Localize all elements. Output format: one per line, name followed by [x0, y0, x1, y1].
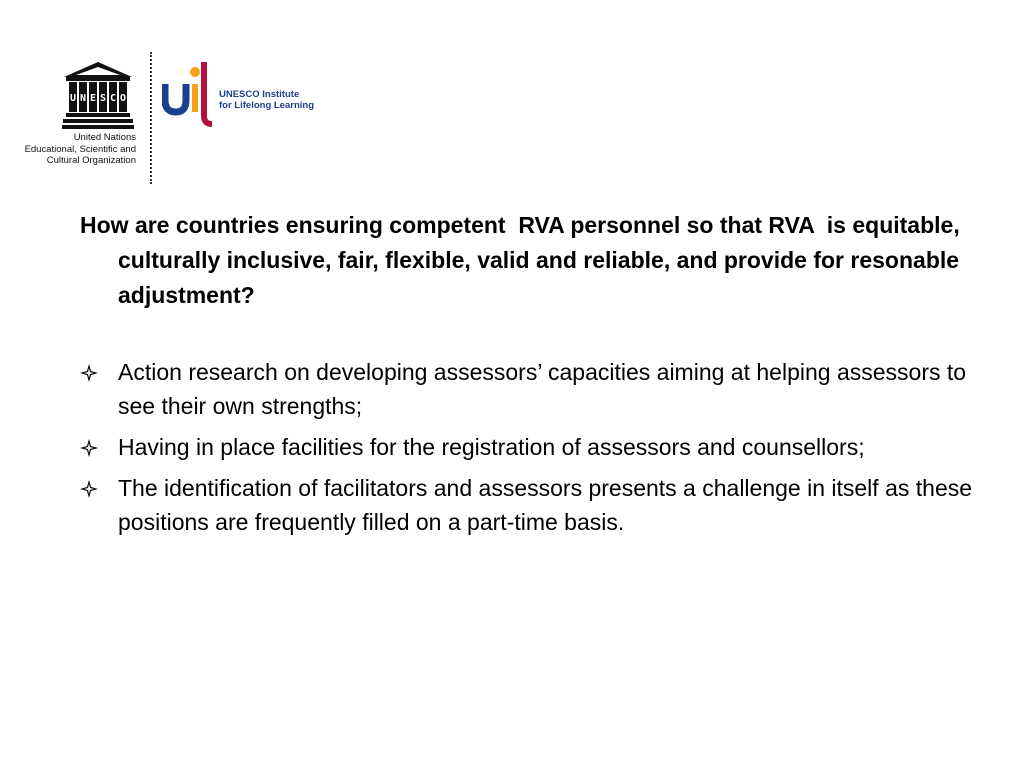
unesco-letter: U	[69, 93, 77, 104]
list-item	[80, 430, 980, 464]
unesco-letter: N	[79, 93, 87, 104]
logo-area	[0, 0, 340, 190]
uil-institute-name	[219, 89, 314, 111]
uil-logo-icon	[162, 58, 214, 128]
unesco-org-line: Cultural Organization	[46, 155, 136, 166]
diamond-bullet-icon	[80, 439, 98, 457]
unesco-letter: O	[119, 93, 127, 104]
unesco-letter: C	[109, 93, 117, 104]
unesco-org-name	[10, 132, 136, 167]
list-item	[80, 471, 980, 539]
diamond-bullet-icon	[80, 364, 98, 382]
unesco-letter: S	[99, 93, 107, 104]
logo-divider	[150, 52, 152, 184]
uil-line: for Lifelong Learning	[219, 100, 314, 111]
unesco-org-line: Educational, Scientific and	[24, 143, 136, 155]
unesco-temple-logo-icon	[62, 60, 134, 130]
diamond-bullet-icon	[80, 480, 98, 498]
bullet-text: The identification of facilitators and assessors presents a challenge in itself as these positions are frequently filled on a part-time basis.	[118, 475, 973, 535]
slide-heading: How are countries ensuring competent RVA personnel so that RVA is equitable, culturally inclusive, fair, flexible, valid and reliable, and provide for resonable adjustment?	[80, 212, 967, 308]
uil-line: UNESCO Institute	[219, 89, 300, 100]
bullet-text: Having in place facilities for the registration of assessors and counsellors;	[118, 434, 865, 460]
unesco-letter: E	[89, 93, 97, 104]
bullet-text: Action research on developing assessors’ capacities aiming at helping assessors to see their own strengths;	[118, 359, 967, 419]
list-item	[80, 355, 980, 423]
unesco-org-line: United Nations	[73, 132, 136, 143]
bullet-list	[80, 355, 980, 546]
